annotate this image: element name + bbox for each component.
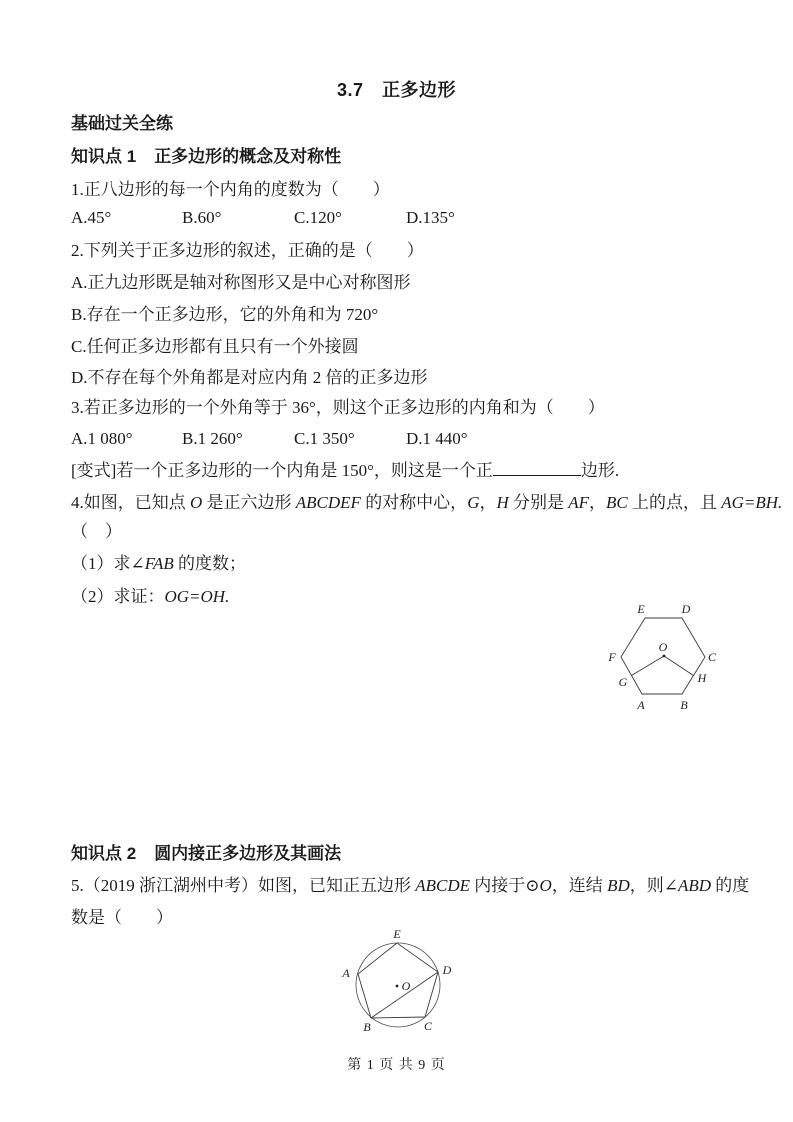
question-2-stem: 2.下列关于正多边形的叙述，正确的是（ ） (71, 241, 424, 260)
question-4-part2 (71, 586, 229, 607)
text-run: ， (589, 493, 607, 512)
question-4-stem (71, 492, 782, 513)
math-var: ABCDEF (295, 493, 361, 512)
q2-option-b: B.存在一个正多边形，它的外角和为 720° (71, 305, 379, 324)
question-4-paren: （ ） (71, 522, 122, 541)
segment-oh (664, 656, 694, 676)
center-point-o (663, 655, 666, 658)
q1-option-a: A.45° (71, 208, 112, 227)
kp1-label: 知识点 1 (71, 147, 137, 166)
label-d: D (681, 602, 691, 616)
label-c: C (707, 650, 717, 664)
label-f: F (608, 650, 616, 664)
math-var: O (190, 493, 203, 512)
label-o: O (401, 979, 411, 993)
center-point-o (396, 985, 399, 988)
label-a: A (342, 966, 350, 980)
label-e: E (637, 602, 645, 616)
q2-option-c: C.任何正多边形都有且只有一个外接圆 (71, 337, 359, 356)
question-4-part1 (71, 553, 246, 574)
knowledge-point-1 (71, 146, 341, 167)
label-d: D (442, 963, 452, 977)
text-run: 的度 (711, 876, 750, 895)
math-var: AG=BH. (721, 493, 783, 512)
math-var: BD (607, 876, 630, 895)
label-g: G (618, 675, 628, 689)
hexagon-figure (597, 597, 755, 719)
page-footer: 第 1 页 共 9 页 (347, 1058, 446, 1073)
question-3-stem: 3.若正多边形的一个外角等于 36°，则这个正多边形的内角和为（ ） (71, 398, 605, 417)
knowledge-point-2 (71, 843, 341, 864)
q3-option-d: D.1 440° (406, 429, 468, 448)
text-run: ，则∠ (629, 876, 678, 895)
section-practice-header: 基础过关全练 (71, 114, 173, 133)
question-1-options (71, 207, 455, 228)
segment-og (632, 656, 665, 676)
text-run: 4.如图，已知点 (71, 493, 190, 512)
label-h: H (697, 671, 707, 685)
question-5-line2: 数是（ ） (71, 908, 173, 927)
question-5-line1 (71, 875, 749, 896)
text-run: ， (479, 493, 497, 512)
text-run: 的度数； (173, 554, 246, 573)
page-title: 3.7 正多边形 (336, 80, 457, 100)
math-var: O (539, 876, 552, 895)
math-var: BC (606, 493, 628, 512)
label-o: O (658, 640, 668, 654)
label-c: C (423, 1019, 433, 1033)
question-3-variant (71, 459, 619, 481)
pentagon-figure (333, 927, 465, 1043)
text-run: ，连结 (551, 876, 608, 895)
text-run: （1）求∠ (71, 554, 145, 573)
label-b: B (363, 1020, 371, 1034)
label-e: E (393, 927, 401, 941)
math-var: H (496, 493, 509, 512)
text-run: 上的点，且 (627, 493, 722, 512)
math-var: OG=OH. (164, 587, 230, 606)
answer-blank (493, 459, 581, 476)
math-var: G (467, 493, 480, 512)
math-var: ABCDE (415, 876, 471, 895)
q1-option-b: B.60° (182, 208, 222, 227)
text-run: 分别是 (508, 493, 569, 512)
label-b: B (680, 698, 688, 712)
text-run: 5.（2019 浙江湖州中考）如图，已知正五边形 (71, 876, 416, 895)
kp1-title: 正多边形的概念及对称性 (154, 147, 342, 166)
circumscribed-circle (356, 943, 440, 1027)
kp2-title: 圆内接正多边形及其画法 (154, 844, 342, 863)
math-var: AF (568, 493, 590, 512)
q1-option-c: C.120° (294, 208, 342, 227)
text-run: （2）求证： (71, 587, 165, 606)
variant-text-post: 边形. (580, 461, 620, 480)
math-var: FAB (144, 554, 174, 573)
q2-option-d: D.不存在每个外角都是对应内角 2 倍的正多边形 (71, 368, 428, 387)
text-run: 是正六边形 (202, 493, 296, 512)
text-run: 内接于⊙ (470, 876, 540, 895)
q2-option-a: A.正九边形既是轴对称图形又是中心对称图形 (71, 273, 411, 292)
question-1-stem: 1.正八边形的每一个内角的度数为（ ） (71, 180, 390, 199)
q3-option-c: C.1 350° (294, 429, 355, 448)
variant-text-pre: [变式]若一个正多边形的一个内角是 150°，则这是一个正 (71, 461, 493, 480)
text-run: 的对称中心， (360, 493, 468, 512)
math-var: ABD (677, 876, 712, 895)
question-3-options (71, 428, 468, 449)
kp2-label: 知识点 2 (71, 844, 137, 863)
q3-option-a: A.1 080° (71, 429, 133, 448)
q3-option-b: B.1 260° (182, 429, 243, 448)
label-a: A (637, 698, 645, 712)
q1-option-d: D.135° (406, 208, 455, 227)
